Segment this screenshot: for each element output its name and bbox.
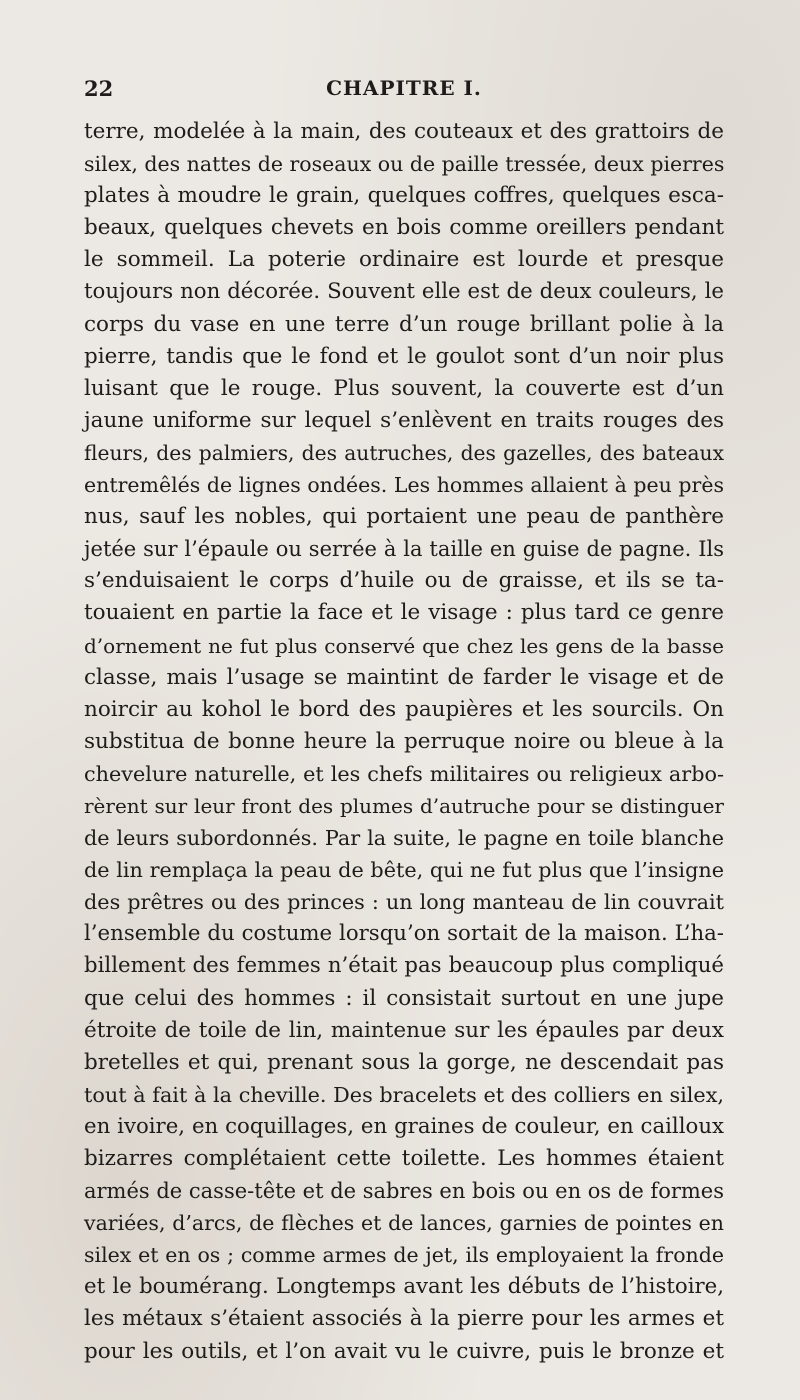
text-line: rèrent sur leur front des plumes d’autruche pour se distinguer [84,793,724,818]
text-line: toujours non décorée. Souvent elle est de deux couleurs, le [84,279,724,305]
text-line: luisant que le rouge. Plus souvent, la couverte est d’un [84,375,724,401]
text-line: terre, modelée à la main, des couteaux et des grattoirs de [84,119,724,144]
page-header [84,76,724,106]
text-line: en ivoire, en coquillages, en graines de couleur, en cailloux [84,1113,724,1139]
text-line: noircir au kohol le bord des paupières et les sourcils. On [84,696,724,722]
text-line: tout à fait à la cheville. Des bracelets et des colliers en silex, [84,1082,724,1107]
text-line: silex, des nattes de roseaux ou de paille tressée, deux pierres [84,152,725,177]
text-line: beaux, quelques chevets en bois comme oreillers pendant [84,215,724,241]
text-line: nus, sauf les nobles, qui portaient une peau de panthère [84,504,724,530]
text-line: corps du vase en une terre d’un rouge brillant polie à la [84,311,724,337]
text-line: les métaux s’étaient associés à la pierre pour les armes et [84,1306,724,1332]
text-line: armés de casse-tête et de sabres en bois ou en os de formes [84,1179,724,1204]
text-line: et le boumérang. Longtemps avant les débuts de l’histoire, [84,1274,724,1300]
text-line: pierre, tandis que le fond et le goulot sont d’un noir plus [84,343,724,369]
text-line: des prêtres ou des princes : un long manteau de lin couvrait [84,890,724,915]
text-line: fleurs, des palmiers, des autruches, des gazelles, des bateaux [84,440,724,465]
text-line: plates à moudre le grain, quelques coffres, quelques esca- [84,183,724,209]
text-line: jaune uniforme sur lequel s’enlèvent en traits rouges des [84,407,724,433]
text-line: le sommeil. La poterie ordinaire est lourde et presque [84,247,724,273]
text-line: s’enduisaient le corps d’huile ou de graisse, et ils se ta- [84,568,724,594]
text-line: de lin remplaça la peau de bête, qui ne fut plus que l’insigne [84,858,724,883]
text-line: classe, mais l’usage se maintint de farder le visage et de [84,664,724,690]
text-line: billement des femmes n’était pas beaucoup plus compliqué [84,953,724,979]
text-line: touaient en partie la face et le visage : plus tard ce genre [84,600,724,626]
text-line: l’ensemble du costume lorsqu’on sortait de la maison. L’ha- [84,921,724,947]
text-line: pour les outils, et l’on avait vu le cuivre, puis le bronze et [84,1338,724,1364]
text-line: étroite de toile de lin, maintenue sur les épaules par deux [84,1017,724,1043]
text-line: de leurs subordonnés. Par la suite, le pagne en toile blanche [84,826,724,851]
text-line: bizarres complétaient cette toilette. Les hommes étaient [84,1146,724,1171]
text-line: variées, d’arcs, de flèches et de lances, garnies de pointes en [84,1211,724,1236]
text-line: entremêlés de lignes ondées. Les hommes allaient à peu près [84,473,724,498]
text-line: substitua de bonne heure la perruque noire ou bleue à la [84,728,724,754]
text-line: jetée sur l’épaule ou serrée à la taille en guise de pagne. Ils [84,537,724,562]
text-line: bretelles et qui, prenant sous la gorge, ne descendait pas [84,1049,724,1075]
text-line: que celui des hommes : il consistait surtout en une jupe [84,985,724,1011]
page-number: 22 [84,76,114,101]
body-text [84,116,724,1368]
running-head: CHAPITRE I. [326,76,482,100]
text-line: d’ornement ne fut plus conservé que chez les gens de la basse [84,633,724,658]
text-line: chevelure naturelle, et les chefs militaires ou religieux arbo- [84,761,724,786]
text-line: silex et en os ; comme armes de jet, ils employaient la fronde [84,1243,724,1268]
